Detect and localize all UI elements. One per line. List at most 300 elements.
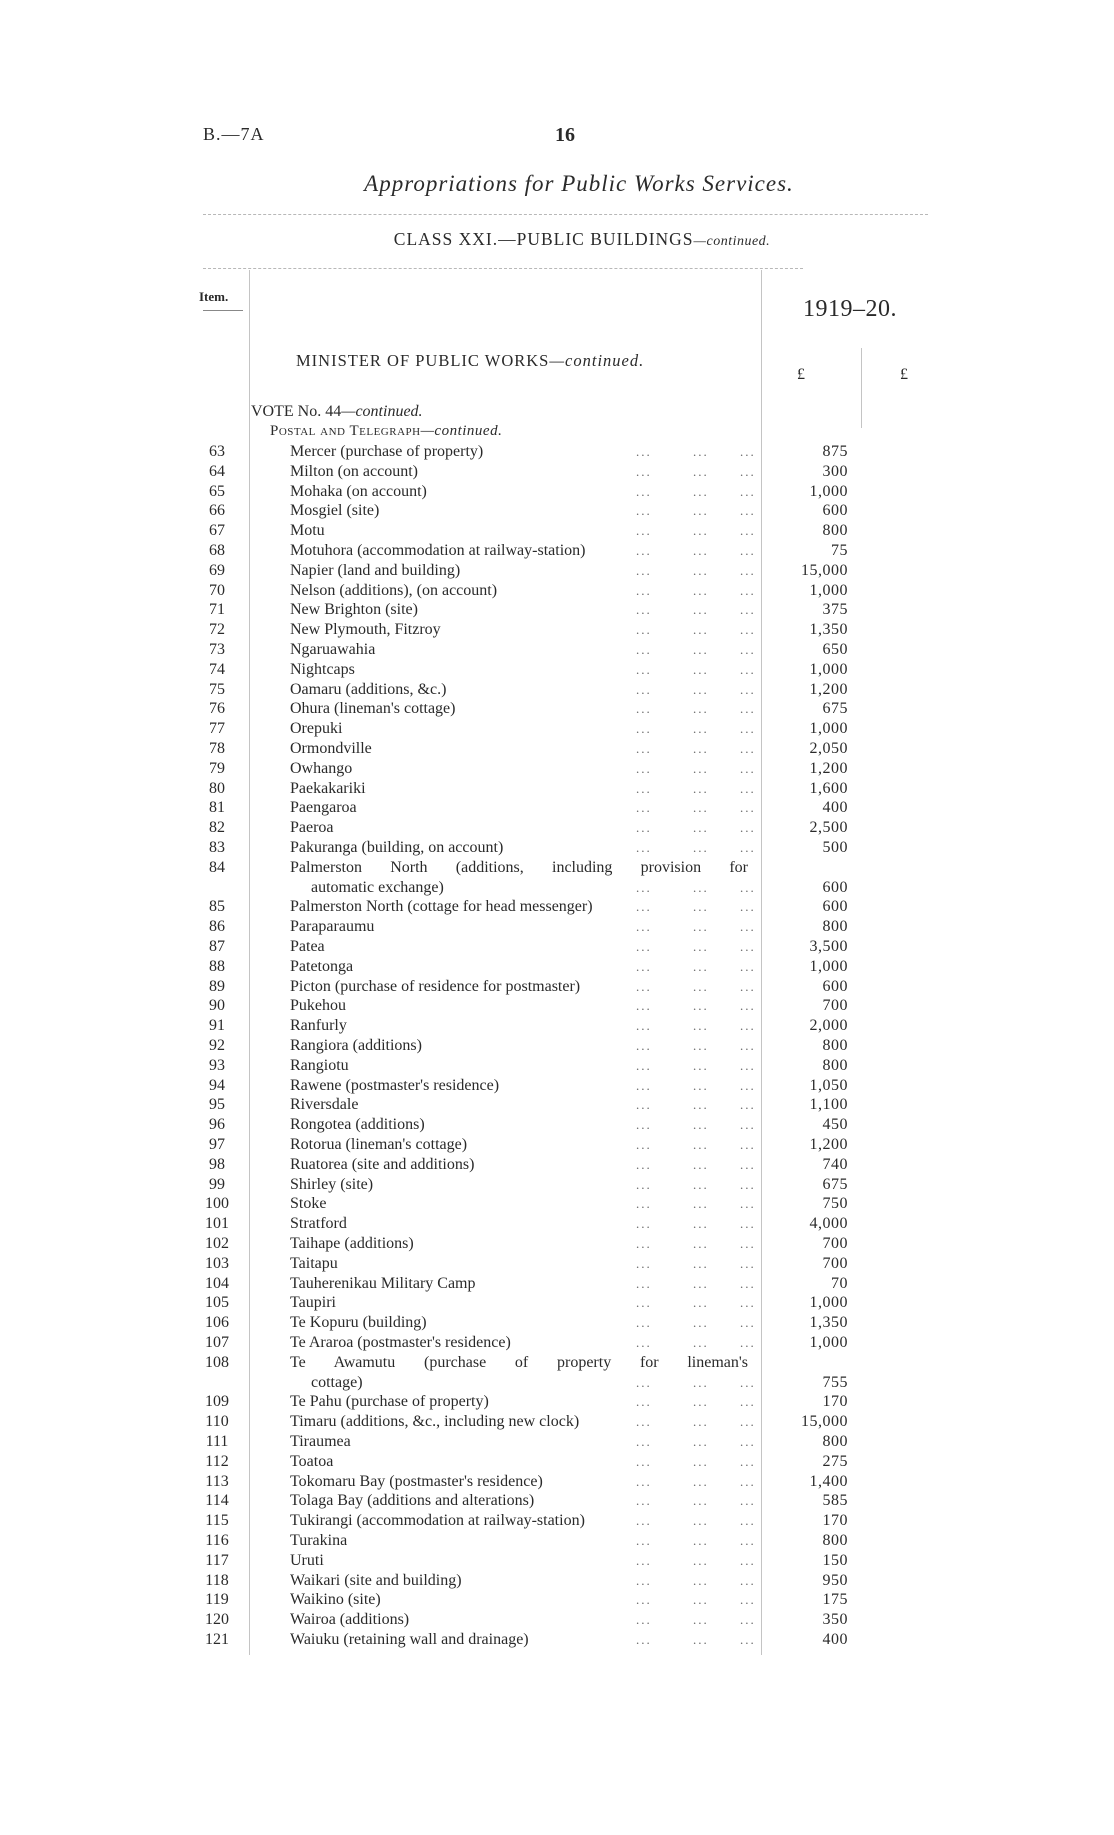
item-description: Mosgiel (site): [290, 502, 380, 520]
item-amount: 800: [822, 522, 848, 540]
table-row: [0, 640, 1114, 660]
leader-dot-group: ...: [740, 1117, 756, 1133]
class-rule: [203, 268, 803, 269]
leader-dot-group: ...: [740, 1335, 756, 1350]
table-row: [0, 1293, 1114, 1313]
leader-dot-group: ...: [693, 701, 709, 717]
table-row: [0, 1135, 1114, 1155]
table-row: [0, 1214, 1114, 1234]
item-number: 108: [205, 1353, 229, 1371]
leader-dot-group: ...: [740, 820, 756, 836]
table-row: [0, 957, 1114, 977]
leader-dot-group: ...: [693, 1473, 709, 1489]
table-row: [0, 442, 1114, 462]
leader-dot-group: ...: [636, 1057, 652, 1073]
leader-dot-group: ...: [693, 661, 709, 677]
leader-dot-group: ...: [740, 899, 756, 915]
leader-dot-group: ...: [740, 1018, 756, 1034]
leader-dot-group: ...: [693, 1097, 709, 1113]
item-amount: 1,000: [809, 581, 848, 599]
leader-dot-group: ...: [636, 1236, 652, 1251]
leader-dot-group: ...: [740, 701, 756, 717]
item-number: 90: [209, 997, 225, 1015]
leader-dot-group: ...: [693, 1335, 709, 1350]
leader-dot-group: ...: [636, 820, 652, 836]
item-description: Te Pahu (purchase of property): [290, 1393, 489, 1411]
leader-dot-group: ...: [740, 939, 756, 954]
leader-dot-group: ...: [693, 998, 709, 1014]
leader-dot-group: ...: [636, 681, 652, 697]
leader-dot-group: ...: [740, 1057, 756, 1073]
leader-dot-group: ...: [740, 1434, 756, 1449]
item-number: 83: [209, 839, 225, 856]
item-amount: 150: [822, 1551, 848, 1569]
item-amount: 1,200: [809, 680, 848, 698]
leader-dot-group: ...: [740, 721, 756, 737]
leader-dot-group: ...: [740, 1196, 756, 1212]
table-row: [0, 1076, 1114, 1096]
table-row: [0, 897, 1114, 917]
item-amount: 15,000: [801, 1413, 848, 1431]
item-description: Paeroa: [290, 819, 334, 837]
leader-dot-group: ...: [740, 780, 756, 796]
item-number: 68: [209, 542, 225, 559]
table-row: [0, 1452, 1114, 1472]
table-row: [0, 1412, 1114, 1432]
table-row: [0, 1610, 1114, 1630]
item-description: Taupiri: [290, 1294, 336, 1312]
item-amount: 755: [822, 1373, 848, 1391]
leader-dot-group: ...: [636, 1117, 652, 1133]
leader-dot-group: ...: [693, 840, 709, 855]
leader-dot-group: ...: [693, 978, 709, 994]
item-number: 120: [205, 1611, 229, 1629]
item-number: 88: [209, 957, 225, 975]
leader-dot-group: ...: [636, 939, 652, 954]
leader-dot-group: ...: [693, 444, 709, 459]
item-amount: 4,000: [809, 1215, 848, 1233]
section-heading-suffix: —continued.: [420, 423, 503, 439]
item-description: Rotorua (lineman's cottage): [290, 1136, 468, 1153]
table-row: [0, 1095, 1114, 1115]
leader-dot-group: ...: [740, 1236, 756, 1251]
item-number: 75: [209, 680, 225, 698]
leader-dot-group: ...: [740, 760, 756, 776]
leader-dot-group: ...: [636, 701, 652, 717]
leader-dot-group: ...: [636, 1632, 652, 1647]
table-row: [0, 620, 1114, 640]
item-number: 87: [209, 938, 225, 955]
leader-dot-group: ...: [693, 800, 709, 816]
leader-dot-group: ...: [693, 1434, 709, 1449]
item-number: 105: [205, 1294, 229, 1312]
item-number: 100: [205, 1195, 229, 1213]
table-row: [0, 660, 1114, 680]
item-description: Stratford: [290, 1215, 347, 1233]
leader-dot-group: ...: [693, 1156, 709, 1172]
item-amount: 375: [822, 601, 848, 619]
item-amount: 15,000: [801, 561, 848, 579]
leader-dot-group: ...: [636, 1176, 652, 1192]
leader-dot-group: ...: [740, 1156, 756, 1172]
item-description: Tukirangi (accommodation at railway-station): [290, 1512, 585, 1530]
item-number: 93: [209, 1056, 225, 1074]
item-number: 99: [209, 1175, 225, 1193]
leader-dot-group: ...: [636, 582, 652, 598]
item-column-header: Item.: [199, 289, 229, 304]
leader-dot-group: ...: [740, 661, 756, 677]
item-number: 69: [209, 561, 225, 579]
item-amount: 1,600: [809, 779, 848, 797]
table-row: [0, 1472, 1114, 1492]
item-amount: 650: [822, 641, 848, 658]
item-amount: 800: [822, 1037, 848, 1054]
item-number: 84: [209, 858, 225, 876]
table-row: [0, 996, 1114, 1016]
leader-dot-group: ...: [693, 463, 709, 479]
leader-dot-group: ...: [740, 1077, 756, 1093]
leader-dot-group: ...: [740, 1097, 756, 1113]
leader-dot-group: ...: [636, 1473, 652, 1489]
item-amount: 675: [822, 700, 848, 718]
leader-dot-group: ...: [636, 1592, 652, 1608]
item-number: 112: [205, 1452, 229, 1470]
item-amount: 450: [822, 1116, 848, 1134]
leader-dot-group: ...: [636, 463, 652, 479]
leader-dot-group: ...: [693, 1176, 709, 1192]
leader-dot-group: ...: [636, 1196, 652, 1212]
leader-dot-group: ...: [740, 1137, 756, 1152]
item-description: Toatoa: [290, 1452, 334, 1470]
item-description: Nightcaps: [290, 660, 355, 678]
item-description: New Plymouth, Fitzroy: [290, 621, 441, 639]
table-row: [0, 541, 1114, 561]
table-row: [0, 719, 1114, 739]
total-column-divider: [861, 348, 862, 428]
leader-dot-group: ...: [636, 1077, 652, 1093]
item-amount: 700: [822, 997, 848, 1015]
item-description: Mercer (purchase of property): [290, 443, 484, 460]
currency-symbol-right: £: [900, 366, 908, 383]
leader-dot-group: ...: [693, 1394, 709, 1410]
leader-dot-group: ...: [693, 1493, 709, 1509]
item-amount: 1,400: [809, 1472, 848, 1490]
leader-dot-group: ...: [693, 543, 709, 558]
leader-dot-group: ...: [636, 444, 652, 459]
item-description: Ranfurly: [290, 1017, 347, 1035]
item-amount: 950: [822, 1571, 848, 1589]
page-title: Appropriations for Public Works Services.: [364, 171, 794, 196]
item-number: 103: [205, 1254, 229, 1272]
leader-dot-group: ...: [740, 1592, 756, 1608]
item-description: Shirley (site): [290, 1175, 374, 1193]
leader-dot-group: ...: [740, 958, 756, 974]
leader-dot-group: ...: [636, 1572, 652, 1588]
table-row: [0, 482, 1114, 502]
item-amount: 585: [822, 1492, 848, 1510]
item-description: Rangiora (additions): [290, 1037, 422, 1054]
item-number: 116: [205, 1532, 229, 1549]
leader-dot-group: ...: [636, 721, 652, 737]
leader-dot-group: ...: [693, 1533, 709, 1548]
leader-dot-group: ...: [636, 1434, 652, 1449]
item-description: cottage): [311, 1373, 363, 1391]
item-number: 94: [209, 1076, 225, 1094]
table-row: [0, 680, 1114, 700]
item-description: Tiraumea: [290, 1433, 351, 1450]
item-description: Orepuki: [290, 720, 343, 738]
year-column-header: 1919–20.: [803, 296, 897, 322]
item-amount: 1,000: [809, 482, 848, 500]
leader-dot-group: ...: [740, 1612, 756, 1628]
leader-dot-group: ...: [636, 1295, 652, 1311]
item-amount: 1,200: [809, 1136, 848, 1153]
leader-dot-group: ...: [636, 1216, 652, 1232]
class-heading-suffix: —continued.: [693, 234, 771, 249]
item-amount: 1,000: [809, 660, 848, 678]
item-number: 81: [209, 799, 225, 817]
item-amount: 170: [822, 1512, 848, 1530]
leader-dot-group: ...: [693, 1572, 709, 1588]
leader-dot-group: ...: [740, 1255, 756, 1271]
table-row: [0, 1036, 1114, 1056]
item-amount: 750: [822, 1195, 848, 1213]
leader-dot-group: ...: [740, 582, 756, 598]
leader-dot-group: ...: [636, 483, 652, 499]
item-description: Tauherenikau Military Camp: [290, 1274, 476, 1292]
item-number: 104: [205, 1274, 229, 1292]
leader-dot-group: ...: [693, 721, 709, 737]
item-amount: 500: [822, 839, 848, 856]
leader-dot-group: ...: [693, 741, 709, 756]
item-amount: 800: [822, 1056, 848, 1074]
item-amount: 175: [822, 1591, 848, 1609]
leader-dot-group: ...: [740, 503, 756, 519]
leader-dot-group: ...: [693, 879, 709, 895]
item-amount: 1,100: [809, 1096, 848, 1114]
leader-dot-group: ...: [740, 1453, 756, 1469]
table-row: [0, 1234, 1114, 1254]
leader-dot-group: ...: [740, 1295, 756, 1311]
leader-dot-group: ...: [693, 523, 709, 539]
item-description: Te Araroa (postmaster's residence): [290, 1334, 511, 1351]
item-number: 74: [209, 660, 225, 678]
item-number: 97: [209, 1136, 225, 1153]
leader-dot-group: ...: [693, 1255, 709, 1271]
item-number: 107: [205, 1334, 229, 1351]
leader-dot-group: ...: [693, 1196, 709, 1212]
table-row: [0, 838, 1114, 858]
leader-dot-group: ...: [693, 1374, 709, 1390]
item-number: 109: [205, 1393, 229, 1411]
item-number: 72: [209, 621, 225, 639]
item-amount: 275: [822, 1452, 848, 1470]
item-amount: 675: [822, 1175, 848, 1193]
leader-dot-group: ...: [693, 820, 709, 836]
item-description: Paengaroa: [290, 799, 357, 817]
item-description: Waikino (site): [290, 1591, 381, 1609]
item-description: Riversdale: [290, 1096, 359, 1114]
table-row: [0, 1115, 1114, 1135]
item-number: 67: [209, 522, 225, 540]
leader-dot-group: ...: [693, 1592, 709, 1608]
leader-dot-group: ...: [740, 1493, 756, 1509]
leader-dot-group: ...: [636, 840, 652, 855]
item-description: New Brighton (site): [290, 601, 418, 619]
leader-dot-group: ...: [740, 543, 756, 558]
item-amount: 600: [822, 502, 848, 520]
item-number: 121: [205, 1631, 229, 1648]
leader-dot-group: ...: [693, 483, 709, 499]
item-description: Tolaga Bay (additions and alterations): [290, 1492, 535, 1510]
item-header-rule: [203, 310, 243, 311]
item-number: 92: [209, 1037, 225, 1054]
item-description: Ohura (lineman's cottage): [290, 700, 456, 718]
item-amount: 800: [822, 918, 848, 936]
table-row: [0, 1373, 1114, 1393]
leader-dot-group: ...: [636, 622, 652, 638]
currency-symbol-left: £: [797, 366, 805, 383]
leader-dot-group: ...: [740, 1216, 756, 1232]
minister-heading-text: MINISTER OF PUBLIC WORKS: [296, 351, 550, 370]
item-description: Palmerston North (cottage for head messenger): [290, 898, 593, 916]
item-description: Patetonga: [290, 957, 354, 975]
leader-dot-group: ...: [636, 978, 652, 994]
item-number: 119: [205, 1591, 229, 1609]
table-row: [0, 1511, 1114, 1531]
item-description: Tokomaru Bay (postmaster's residence): [290, 1472, 543, 1490]
table-row: [0, 937, 1114, 957]
table-row: [0, 561, 1114, 581]
table-row: [0, 501, 1114, 521]
leader-dot-group: ...: [636, 958, 652, 974]
item-description: automatic exchange): [311, 878, 444, 896]
table-row: [0, 521, 1114, 541]
leader-dot-group: ...: [636, 1315, 652, 1331]
leader-dot-group: ...: [693, 1236, 709, 1251]
item-description: Motuhora (accommodation at railway-station): [290, 542, 586, 559]
item-description: Rawene (postmaster's residence): [290, 1076, 500, 1094]
leader-dot-group: ...: [740, 1552, 756, 1568]
item-number: 117: [205, 1551, 229, 1569]
item-description: Taitapu: [290, 1254, 338, 1272]
table-row: [0, 1313, 1114, 1333]
leader-dot-group: ...: [693, 681, 709, 697]
item-description: Mohaka (on account): [290, 482, 427, 500]
item-amount: 1,000: [809, 1334, 848, 1351]
leader-dot-group: ...: [636, 1038, 652, 1053]
leader-dot-group: ...: [693, 1117, 709, 1133]
leader-dot-group: ...: [636, 1513, 652, 1529]
table-row: [0, 1491, 1114, 1511]
leader-dot-group: ...: [740, 1473, 756, 1489]
page-number: 16: [555, 124, 575, 146]
leader-dot-group: ...: [693, 1137, 709, 1152]
leader-dot-group: ...: [740, 1533, 756, 1548]
item-amount: 70: [831, 1274, 848, 1292]
leader-dot-group: ...: [636, 800, 652, 816]
leader-dot-group: ...: [740, 741, 756, 756]
item-amount: 1,000: [809, 720, 848, 738]
leader-dot-group: ...: [740, 978, 756, 994]
leader-dot-group: ...: [740, 1374, 756, 1390]
item-number: 91: [209, 1017, 225, 1035]
leader-dot-group: ...: [740, 444, 756, 459]
leader-dot-group: ...: [636, 1394, 652, 1410]
item-description: Te Kopuru (building): [290, 1314, 427, 1332]
leader-dot-group: ...: [636, 503, 652, 519]
leader-dot-group: ...: [636, 1335, 652, 1350]
leader-dot-group: ...: [740, 681, 756, 697]
leader-dot-group: ...: [693, 503, 709, 519]
table-row: [0, 1155, 1114, 1175]
item-number: 79: [209, 759, 225, 777]
leader-dot-group: ...: [740, 1394, 756, 1410]
leader-dot-group: ...: [636, 741, 652, 756]
leader-dot-group: ...: [636, 1255, 652, 1271]
leader-dot-group: ...: [740, 919, 756, 935]
table-row: [0, 1056, 1114, 1076]
leader-dot-group: ...: [636, 642, 652, 657]
vote-heading-text: VOTE No. 44: [251, 403, 342, 420]
item-amount: 1,200: [809, 759, 848, 777]
table-row: [0, 699, 1114, 719]
leader-dot-group: ...: [740, 1038, 756, 1053]
title-rule: [203, 214, 928, 215]
item-description: Milton (on account): [290, 462, 418, 480]
item-amount: 400: [822, 1631, 848, 1648]
class-heading: [0, 229, 1114, 250]
leader-dot-group: ...: [740, 642, 756, 657]
leader-dot-group: ...: [693, 958, 709, 974]
item-amount: 400: [822, 799, 848, 817]
item-amount: 1,050: [809, 1076, 848, 1094]
item-number: 96: [209, 1116, 225, 1134]
item-number: 77: [209, 720, 225, 738]
item-description: Taihape (additions): [290, 1235, 414, 1252]
leader-dot-group: ...: [740, 523, 756, 539]
item-amount: 2,050: [809, 740, 848, 757]
item-number: 73: [209, 641, 225, 658]
item-amount: 1,000: [809, 1294, 848, 1312]
item-description: Waiuku (retaining wall and drainage): [290, 1631, 529, 1648]
item-number: 65: [209, 482, 225, 500]
leader-dot-group: ...: [740, 602, 756, 618]
document-reference: B.—7A: [203, 124, 265, 144]
item-amount: 1,350: [809, 1314, 848, 1332]
item-number: 66: [209, 502, 225, 520]
leader-dot-group: ...: [693, 899, 709, 915]
leader-dot-group: ...: [636, 602, 652, 618]
item-number: 82: [209, 819, 225, 837]
leader-dot-group: ...: [740, 1176, 756, 1192]
table-row: [0, 1254, 1114, 1274]
item-amount: 1,000: [809, 957, 848, 975]
item-description: Rongotea (additions): [290, 1116, 425, 1134]
leader-dot-group: ...: [636, 919, 652, 935]
item-amount: 600: [822, 977, 848, 995]
item-amount: 600: [822, 878, 848, 896]
leader-dot-group: ...: [740, 1572, 756, 1588]
table-row: [0, 1194, 1114, 1214]
leader-dot-group: ...: [693, 1612, 709, 1628]
leader-dot-group: ...: [740, 622, 756, 638]
leader-dot-group: ...: [740, 1275, 756, 1291]
leader-dot-group: ...: [636, 879, 652, 895]
leader-dot-group: ...: [693, 1295, 709, 1311]
item-description: Ngaruawahia: [290, 641, 376, 658]
leader-dot-group: ...: [636, 1275, 652, 1291]
